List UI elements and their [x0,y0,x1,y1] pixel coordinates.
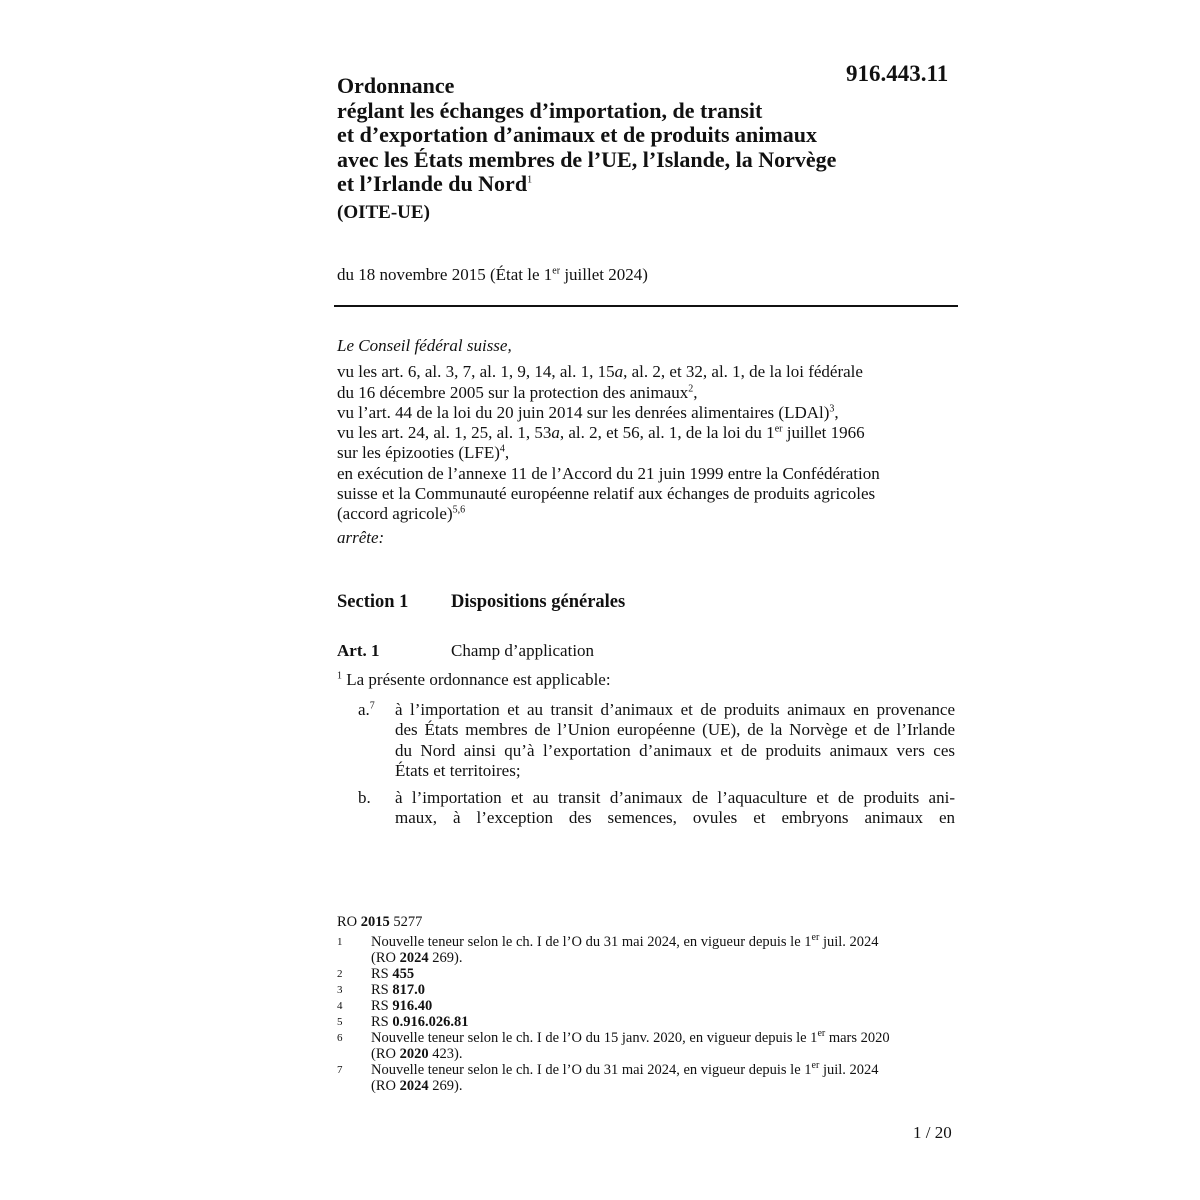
text: , al. 2, et 32, al. 1, de la loi fédérale [623,362,863,382]
text: vu les art. 6, al. 3, 7, al. 1, 9, 14, al. 1, 15 [337,362,615,382]
footnote-text [371,982,425,998]
title-line: Ordonnance [337,73,455,98]
item-line: maux, à l’exception des semences, ovules et embryons animaux en [395,808,955,828]
abbreviation: (OITE-UE) [337,202,430,223]
footnote-ref[interactable]: 5,6 [452,504,466,516]
item-line: États et territoires; [395,760,521,780]
section-title: Dispositions générales [451,592,626,612]
authority: Le Conseil fédéral suisse, [337,336,512,355]
section-heading [337,592,626,613]
text: 5277 [389,914,423,930]
item-label [358,700,375,720]
text: (RO [371,1046,400,1062]
footnote-number: 5 [337,1016,343,1028]
footnote-number: 3 [337,984,343,996]
title-line [337,172,937,197]
text: mars 2020 [825,1030,890,1046]
footnote-text [371,1062,879,1078]
text: 269). [428,950,463,966]
text: 423). [428,1046,463,1062]
item-label: b. [358,788,371,807]
article-number: Art. 1 [337,641,380,660]
title-line: et d’exportation d’animaux et de produits animaux [337,122,817,147]
text: vu l’art. 44 de la loi du 20 juin 2014 sur les denrées alimentaires (LDAl) [337,402,830,422]
footnote-text [371,966,414,982]
text: juillet 1966 [782,423,865,443]
date-text-end: juillet 2024) [560,265,648,284]
title-line: avec les États membres de l’UE, l’Islande, la Norvège [337,146,837,172]
text: RO [337,914,361,930]
header-divider [334,305,958,307]
text: Nouvelle teneur selon le ch. I de l’O du 31 mai 2024, en vigueur depuis le 1 [371,934,812,950]
item-line: des États membres de l’Union européenne (UE), de la Norvège et de l’Irlande [395,720,955,740]
footnote-ref[interactable]: 2 [688,382,694,394]
article-paragraph [337,670,611,690]
preamble-line [337,383,957,403]
rs-number: 916.443.11 [846,61,949,86]
document-date [337,265,648,285]
footnote-ref[interactable]: 4 [499,443,505,455]
text-italic: a [551,423,560,443]
footnote-text [371,1046,462,1062]
text: RS [371,1014,393,1030]
footnote-ref[interactable]: 7 [369,700,375,712]
footnote-number: 1 [337,936,343,948]
text: RS [371,966,393,982]
item-line: à l’importation et au transit d’animaux et de produits animaux en provenance [395,700,955,719]
footnote-text [371,1030,890,1046]
text-bold: 2024 [399,1078,429,1094]
footnote-text [371,950,462,966]
text: (accord agricole) [337,504,453,524]
footnote-number: 7 [337,1064,343,1076]
text: (RO [371,1078,400,1094]
ro-year: 2015 [360,914,390,930]
label-text: a. [358,700,370,719]
title-line: réglant les échanges d’importation, de transit [337,97,763,123]
text: , [834,402,839,422]
item-text [395,788,955,829]
date-text: du 18 novembre 2015 (État le 1 [337,265,553,284]
date-superscript: er [552,265,561,277]
document-title [337,74,937,197]
footnote-number: 2 [337,968,343,980]
paragraph-text: La présente ordonnance est applicable: [342,670,611,689]
text-bold: 2024 [399,950,429,966]
text: sur les épizooties (LFE) [337,443,500,463]
text-bold: 2020 [399,1046,429,1062]
text: (RO [371,950,400,966]
text: vu les art. 24, al. 1, 25, al. 1, 53 [337,423,552,443]
footnote-ref[interactable]: 1 [527,174,533,186]
decrees: arrête: [337,527,385,547]
article-title: Champ d’application [451,641,595,660]
text: du 16 décembre 2005 sur la protection des animaux [337,382,689,402]
text: , al. 2, et 56, al. 1, de la loi du 1 [559,423,775,443]
text-italic: a [614,362,624,382]
paragraph-number: 1 [337,670,342,682]
footnote-number: 4 [337,1000,343,1012]
text: 269). [428,1078,463,1094]
text-bold: 455 [392,966,415,982]
preamble [337,336,957,548]
superscript: er [817,1028,826,1040]
text-bold: 0.916.026.81 [392,1014,469,1030]
text: RS [371,998,393,1014]
item-line: du Nord ainsi qu’à l’exportation d’animaux et de produits animaux vers ces [395,740,955,760]
footnote-ref[interactable]: 3 [829,403,835,415]
footnote-text [371,934,879,950]
ro-reference [337,914,422,931]
superscript: er [811,932,820,944]
text: , [693,382,698,402]
title-line-text: et l’Irlande du Nord [337,171,528,196]
text: RS [371,982,393,998]
text: juil. 2024 [819,934,879,950]
preamble-line: suisse et la Communauté européenne relatif aux échanges de produits agricoles [337,484,876,504]
footnote-text [371,998,432,1014]
text: Nouvelle teneur selon le ch. I de l’O du 31 mai 2024, en vigueur depuis le 1 [371,1062,812,1078]
footnote-text [371,1014,469,1030]
item-text [395,700,955,781]
item-line: à l’importation et au transit d’animaux de l’aquaculture et de produits ani- [395,788,955,807]
section-number: Section 1 [337,592,409,612]
article-heading [337,641,595,661]
page-number: 1 / 20 [913,1123,952,1142]
footnote-number: 6 [337,1032,343,1044]
preamble-line: en exécution de l’annexe 11 de l’Accord du 21 juin 1999 entre la Confédération [337,463,880,483]
preamble-line [337,423,957,443]
superscript: er [774,423,783,435]
superscript: er [811,1060,820,1072]
text: juil. 2024 [819,1062,879,1078]
preamble-line [337,504,957,524]
preamble-line [337,403,957,423]
text-bold: 916.40 [392,998,433,1014]
text: , [504,443,510,463]
text-bold: 817.0 [392,982,425,998]
preamble-line [337,362,957,382]
preamble-line [337,443,957,463]
footnote-text [371,1078,462,1094]
text: Nouvelle teneur selon le ch. I de l’O du 15 janv. 2020, en vigueur depuis le 1 [371,1030,818,1046]
